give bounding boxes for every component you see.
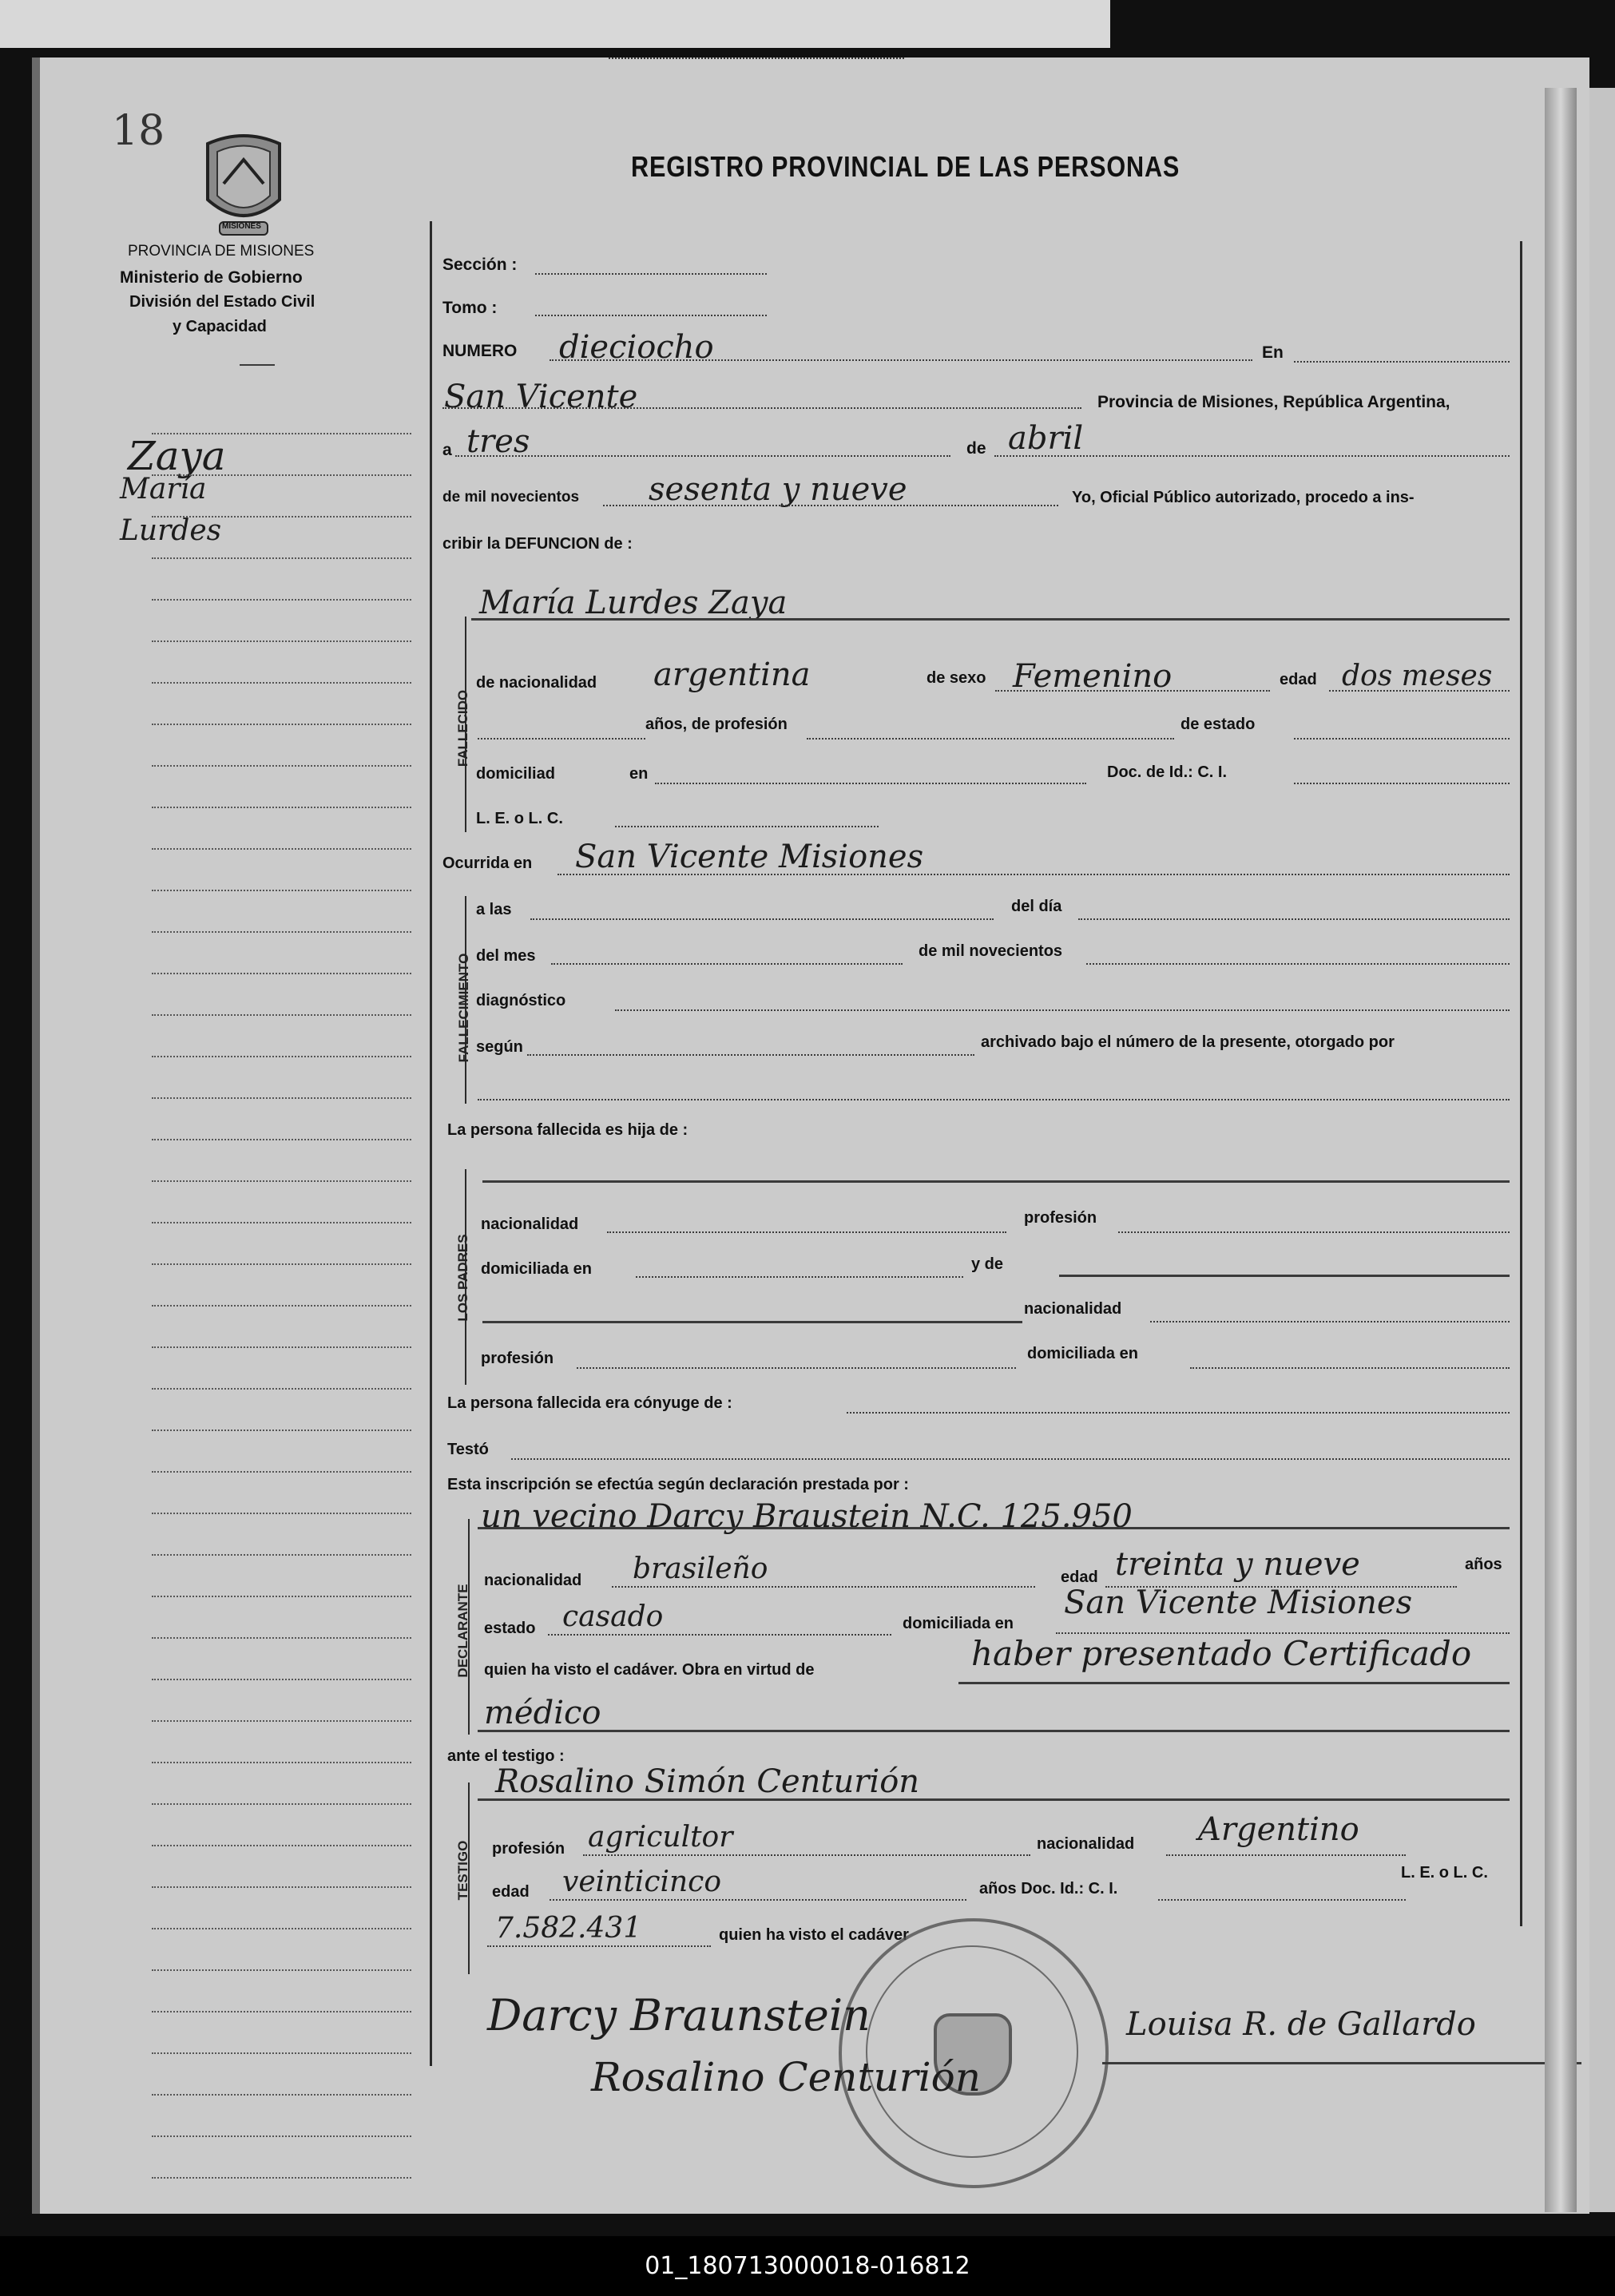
- field-madre-profesion: [577, 1367, 1016, 1369]
- label-y-de: y de: [971, 1255, 1004, 1273]
- margin-rule-line: [152, 1180, 411, 1182]
- field-declarante: [478, 1527, 1510, 1529]
- label-nacionalidad: nacionalidad: [481, 1215, 579, 1233]
- margin-rule-line: [152, 2135, 411, 2137]
- label-domiciliada-en3: domiciliada en: [903, 1615, 1014, 1632]
- value-declarante: un vecino Darcy Braustein N.C. 125.950: [481, 1498, 1133, 1535]
- header-province: PROVINCIA DE MISIONES: [128, 243, 315, 260]
- field-nacionalidad: [609, 57, 904, 59]
- margin-rule-line: [152, 931, 411, 933]
- value-test-profesion: agricultor: [588, 1821, 733, 1854]
- label-del-dia: del día: [1011, 898, 1062, 915]
- field-edad: [1329, 690, 1510, 692]
- label-decl-edad: edad: [1061, 1568, 1098, 1586]
- field-madre-domicilio: [1190, 1367, 1510, 1369]
- label-de-sexo: de sexo: [927, 669, 986, 687]
- field-le-lc: [615, 826, 879, 827]
- margin-rule-line: [152, 1679, 411, 1680]
- field-test-nacionalidad: [1166, 1854, 1406, 1856]
- value-sexo: Femenino: [1013, 658, 1173, 695]
- label-segun: según: [476, 1038, 523, 1056]
- field-test-doc: [1158, 1899, 1406, 1901]
- field-doc-id: [1294, 783, 1510, 784]
- register-page: [32, 57, 1589, 2214]
- label-testo: Testó: [447, 1441, 489, 1458]
- margin-rule-line: [152, 1969, 411, 1971]
- margin-rule-line: [152, 890, 411, 891]
- margin-rule-line: [152, 557, 411, 559]
- page-number: 18: [112, 107, 165, 155]
- margin-rule-line: [152, 1596, 411, 1597]
- field-numero: [550, 359, 1252, 361]
- label-en2: en: [629, 765, 649, 783]
- field-testigo-nombre: [478, 1798, 1510, 1801]
- field-de-mil2: [1086, 963, 1510, 965]
- field-de-mil: [603, 505, 1058, 506]
- value-test-nacionalidad: Argentino: [1198, 1811, 1359, 1848]
- field-madre-cont: [482, 1321, 1022, 1323]
- side-label-fallecimiento: FALLECIMIENTO: [456, 953, 471, 1063]
- field-seccion: [535, 273, 767, 275]
- margin-rule-line: [152, 474, 411, 476]
- field-padre: [482, 1180, 1510, 1183]
- field-a: [455, 455, 950, 457]
- label-edad: edad: [1280, 671, 1317, 688]
- provincial-emblem-icon: [200, 128, 288, 240]
- signature-line: [1102, 2062, 1581, 2064]
- header-divider: [240, 364, 275, 366]
- signature-oficial: Louisa R. de Gallardo: [1126, 2006, 1476, 2043]
- label-domiciliada-en2: domiciliada en: [1027, 1345, 1138, 1362]
- margin-rule-line: [152, 433, 411, 434]
- value-edad: dos meses: [1342, 660, 1493, 692]
- value-obra-virtud: haber presentado Certificado: [971, 1634, 1472, 1673]
- margin-rule-line: [152, 1720, 411, 1722]
- header-ministry: Ministerio de Gobierno: [120, 268, 303, 287]
- label-archivado: archivado bajo el número de la presente, otorgado por: [981, 1033, 1395, 1051]
- field-estado-decl: [548, 1634, 891, 1636]
- signature-declarante: Darcy Braunstein: [487, 1990, 871, 2040]
- margin-rule-line: [152, 516, 411, 517]
- emblem-word: MISIONES: [222, 222, 261, 231]
- field-obra-virtud-cont: [478, 1730, 1510, 1732]
- value-test-edad: veinticinco: [562, 1866, 722, 1898]
- label-domiciliada-en: domiciliada en: [481, 1260, 592, 1278]
- side-label-declarante: DECLARANTE: [455, 1584, 470, 1678]
- margin-rule-line: [152, 1554, 411, 1556]
- value-domiciliada: San Vicente Misiones: [1064, 1584, 1413, 1621]
- field-anos: [478, 738, 645, 740]
- label-test-nacionalidad: nacionalidad: [1037, 1835, 1135, 1853]
- margin-note-name2: Lurdes: [120, 514, 222, 547]
- field-test-edad: [550, 1899, 966, 1901]
- field-conyuge: [847, 1412, 1510, 1414]
- field-a-las: [530, 918, 994, 920]
- field-del-mes: [551, 963, 903, 965]
- margin-rule-line: [152, 807, 411, 808]
- value-a: tres: [466, 423, 530, 460]
- side-label-los-padres: LOS PADRES: [455, 1234, 470, 1322]
- margin-rule-line: [152, 2177, 411, 2179]
- field-obra-virtud: [958, 1682, 1510, 1684]
- label-estado: estado: [484, 1620, 536, 1637]
- label-diagnostico: diagnóstico: [476, 992, 566, 1009]
- margin-rule-line: [152, 682, 411, 684]
- field-padre-domicilio: [636, 1276, 963, 1278]
- margin-rule-line: [152, 1928, 411, 1929]
- value-de-mil: sesenta y nueve: [649, 471, 907, 508]
- label-le-lc2: L. E. o L. C.: [1401, 1864, 1488, 1882]
- label-le-lc: L. E. o L. C.: [476, 810, 563, 827]
- label-conyuge: La persona fallecida era cónyuge de :: [447, 1394, 732, 1412]
- label-a: a: [442, 441, 452, 459]
- field-otorgado: [478, 1099, 1510, 1100]
- field-defuncion-nombre: [471, 618, 1510, 621]
- label-inscripcion: Esta inscripción se efectúa según declaración prestada por :: [447, 1476, 909, 1493]
- value-testigo-nombre: Rosalino Simón Centurión: [495, 1763, 920, 1800]
- margin-rule-line: [152, 1845, 411, 1846]
- margin-rule-line: [152, 1388, 411, 1390]
- field-madre: [1059, 1275, 1510, 1277]
- margin-rule-line: [152, 1139, 411, 1140]
- margin-note-surname: Zaya: [128, 433, 226, 479]
- field-en-cont: [442, 407, 1081, 409]
- label-seccion: Sección :: [442, 256, 518, 274]
- value-obra-virtud2: médico: [484, 1695, 601, 1731]
- label-hija-de: La persona fallecida es hija de :: [447, 1121, 688, 1139]
- field-test-profesion: [583, 1854, 1030, 1856]
- margin-rule-line: [152, 1056, 411, 1057]
- label-domiciliad: domiciliad: [476, 765, 555, 783]
- margin-rule-line: [152, 2011, 411, 2012]
- document-title: REGISTRO PROVINCIAL DE LAS PERSONAS: [631, 150, 1180, 183]
- field-padre-profesion: [1118, 1231, 1510, 1233]
- field-padre-nacionalidad: [607, 1231, 1006, 1233]
- label-profesion2: profesión: [481, 1350, 554, 1367]
- label-ante-testigo: ante el testigo :: [447, 1747, 565, 1765]
- label-tomo: Tomo :: [442, 299, 498, 317]
- label-test-edad: edad: [492, 1883, 530, 1901]
- margin-rule-line: [152, 1014, 411, 1016]
- label-yo-oficial: Yo, Oficial Público autorizado, procedo a ins-: [1072, 489, 1415, 506]
- label-a-las: a las: [476, 901, 512, 918]
- value-defuncion-nombre: María Lurdes Zaya: [479, 585, 788, 621]
- field-decl-nacionalidad: [612, 1586, 1035, 1588]
- field-profesion: [807, 738, 1174, 740]
- label-del-mes: del mes: [476, 947, 536, 965]
- previous-page-edge: [0, 0, 1110, 48]
- label-numero: NUMERO: [442, 342, 518, 360]
- value-ocurrida-en: San Vicente Misiones: [575, 839, 924, 875]
- label-de-estado: de estado: [1180, 716, 1256, 733]
- field-segun: [527, 1054, 974, 1056]
- margin-rule-line: [152, 1762, 411, 1763]
- label-nacionalidad2: nacionalidad: [1024, 1300, 1122, 1318]
- field-domicilio: [655, 783, 1086, 784]
- label-de-mil2: de mil novecientos: [919, 942, 1063, 960]
- side-label-fallecido: FALLECIDO: [455, 689, 470, 767]
- margin-rule-line: [152, 765, 411, 767]
- label-test-profesion: profesión: [492, 1840, 565, 1858]
- field-testo: [511, 1458, 1510, 1460]
- label-profesion: profesión: [1024, 1209, 1097, 1227]
- label-anos-profesion: años, de profesión: [645, 716, 788, 733]
- margin-rule-line: [152, 1886, 411, 1888]
- label-quien-ha-visto: quien ha visto el cadáver. Obra en virtud de: [484, 1661, 815, 1679]
- value-en: San Vicente: [444, 379, 638, 415]
- value-numero: dieciocho: [559, 329, 714, 366]
- form-left-border: [430, 221, 432, 2066]
- field-ocurrida-en: [558, 874, 1510, 875]
- label-de: de: [966, 439, 986, 458]
- label-en: En: [1262, 343, 1284, 362]
- margin-rule-line: [152, 1346, 411, 1348]
- margin-rule-line: [152, 973, 411, 974]
- margin-rule-line: [152, 1222, 411, 1223]
- margin-rule-line: [152, 724, 411, 725]
- margin-rule-line: [152, 2052, 411, 2054]
- value-estado: casado: [562, 1600, 664, 1633]
- value-nacionalidad: argentina: [653, 656, 811, 693]
- margin-rule-line: [152, 1513, 411, 1514]
- image-caption: 01_180713000018-016812: [0, 2236, 1615, 2296]
- margin-note-name1: María: [120, 473, 207, 506]
- margin-rule-line: [152, 1097, 411, 1099]
- margin-rule-line: [152, 640, 411, 642]
- value-decl-edad: treinta y nueve: [1115, 1546, 1360, 1583]
- value-de: abril: [1008, 420, 1084, 457]
- official-seal-icon: [839, 1918, 1109, 2188]
- margin-rule-line: [152, 1471, 411, 1473]
- margin-rule-line: [152, 1263, 411, 1265]
- label-cribir: cribir la DEFUNCION de :: [442, 535, 633, 553]
- margin-rule-line: [152, 1637, 411, 1639]
- field-en: [1294, 361, 1510, 363]
- form-right-border: [1520, 241, 1522, 1926]
- value-test-doc: 7.582.431: [495, 1912, 642, 1945]
- signature-testigo: Rosalino Centurión: [591, 2054, 981, 2100]
- label-doc-id: Doc. de Id.: C. I.: [1107, 763, 1228, 781]
- label-de-nacionalidad: de nacionalidad: [476, 674, 597, 692]
- margin-rule-line: [152, 1803, 411, 1805]
- margin-rule-line: [152, 1430, 411, 1431]
- margin-rule-line: [152, 2094, 411, 2096]
- field-de: [994, 455, 1510, 457]
- label-anos-doc: años Doc. Id.: C. I.: [979, 1880, 1118, 1897]
- label-quien-ha-visto2: quien ha visto el cadáver: [719, 1926, 909, 1944]
- margin-rule-line: [152, 1305, 411, 1307]
- label-anos: años: [1465, 1556, 1502, 1573]
- label-decl-nacionalidad: nacionalidad: [484, 1572, 582, 1589]
- value-decl-nacionalidad: brasileño: [633, 1552, 768, 1585]
- field-estado: [1294, 738, 1510, 740]
- field-diagnostico: [615, 1009, 1510, 1011]
- margin-rule-line: [152, 848, 411, 850]
- label-ocurrida-en: Ocurrida en: [442, 855, 533, 872]
- label-provincia: Provincia de Misiones, República Argentina,: [1097, 393, 1450, 411]
- field-tomo: [535, 315, 767, 316]
- field-del-dia: [1078, 918, 1510, 920]
- book-binding: [1545, 88, 1577, 2212]
- field-madre-nacionalidad: [1150, 1321, 1510, 1322]
- field-test-doc-number: [487, 1945, 711, 1947]
- header-capacidad: y Capacidad: [173, 318, 267, 335]
- label-de-mil: de mil novecientos: [442, 489, 580, 506]
- margin-rule-line: [152, 599, 411, 601]
- field-sexo: [995, 690, 1270, 692]
- side-label-testigo: TESTIGO: [455, 1840, 470, 1901]
- header-division: División del Estado Civil: [129, 293, 315, 311]
